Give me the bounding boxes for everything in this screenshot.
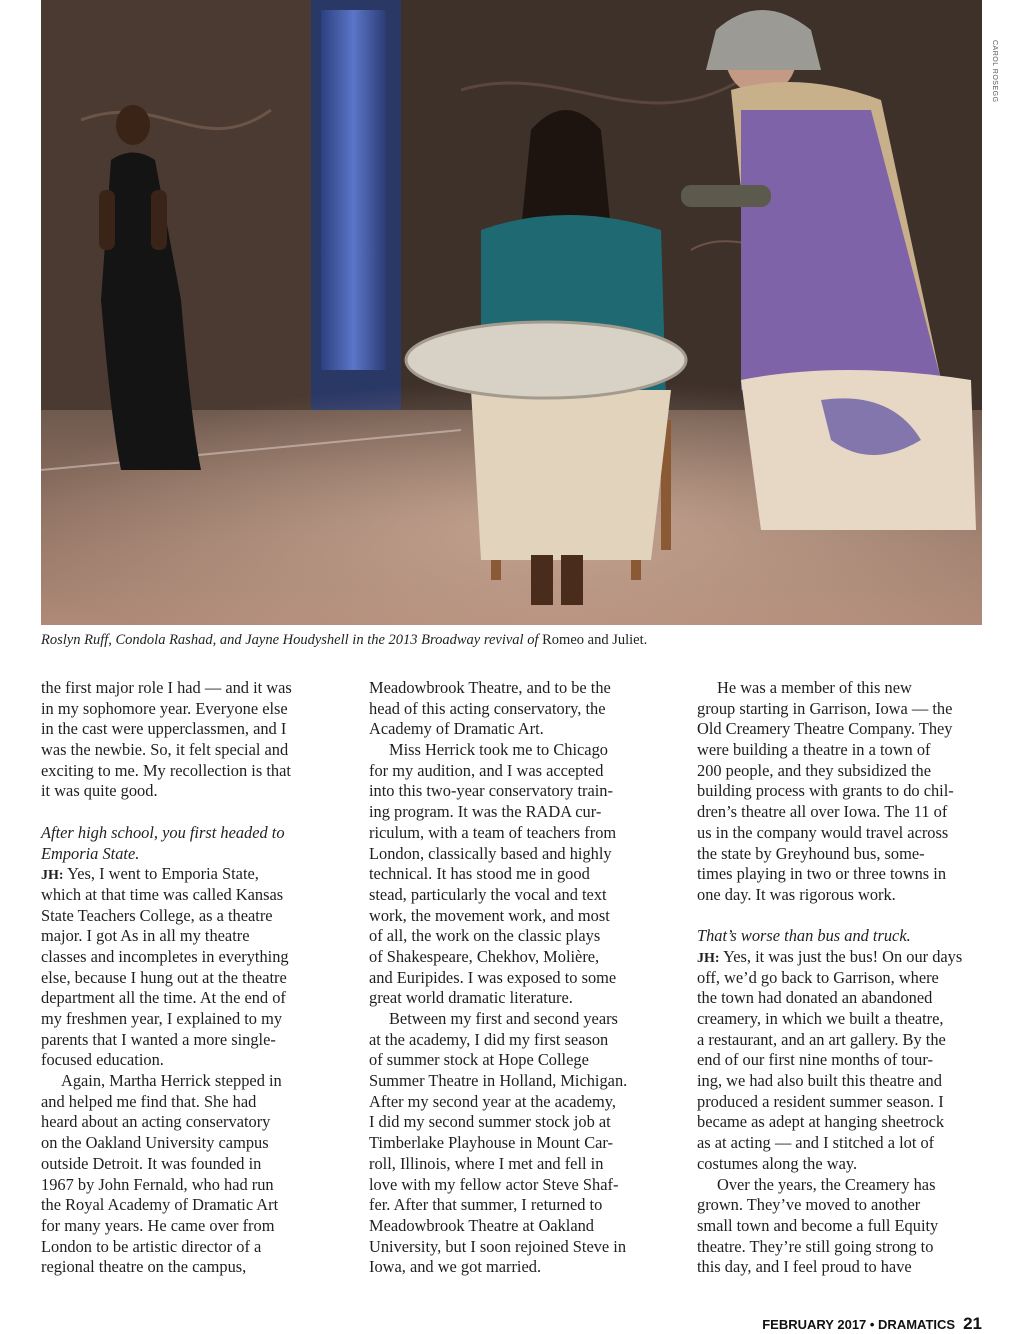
text-line: and Euripides. I was exposed to some	[369, 967, 617, 987]
text-line: Old Creamery Theatre Company. They	[697, 719, 953, 739]
paragraph-gap	[697, 906, 987, 927]
text-line: department all the time. At the end of	[41, 988, 286, 1008]
text-line: on the Oakland University campus	[41, 1133, 269, 1153]
text-line: became as adept at hanging sheetrock	[697, 1112, 945, 1132]
text-line: the Royal Academy of Dramatic Art	[41, 1195, 279, 1215]
text-line: 200 people, and they subsidized the	[697, 760, 931, 780]
text-line: major. I got As in all my theatre	[41, 926, 250, 946]
text-line: for many years. He came over from	[41, 1215, 275, 1235]
text-line: exciting to me. My recollection is that	[41, 760, 291, 780]
text-line: regional theatre on the campus,	[41, 1257, 247, 1277]
text-line: at the academy, I did my first season	[369, 1029, 609, 1049]
text-line: costumes along the way.	[697, 1153, 858, 1173]
text-line: grown. They’ve moved to another	[697, 1195, 921, 1215]
text-line: parents that I wanted a more single-	[41, 1029, 276, 1049]
interview-question: That’s worse than bus and truck.	[697, 926, 911, 946]
text-line: us in the company would travel across	[697, 822, 949, 842]
text-line: outside Detroit. It was founded in	[41, 1153, 262, 1173]
text-line: London to be artistic director of a	[41, 1236, 262, 1256]
text-line: Meadowbrook Theatre, and to be the	[369, 678, 611, 697]
page-footer	[762, 1314, 982, 1334]
text-line: technical. It has stood me in good	[369, 864, 590, 884]
text-line: small town and become a full Equity	[697, 1215, 939, 1235]
text-line: times playing in two or three towns in	[697, 864, 947, 884]
text-line: a restaurant, and an art gallery. By the	[697, 1029, 946, 1049]
text-line: one day. It was rigorous work.	[697, 884, 896, 904]
text-line: of Shakespeare, Chekhov, Molière,	[369, 946, 600, 966]
stage-photo	[41, 0, 982, 625]
text-line: Again, Martha Herrick stepped in	[61, 1071, 282, 1091]
text-line: After my second year at the academy,	[369, 1091, 616, 1111]
text-line: was the newbie. So, it felt special and	[41, 740, 289, 760]
interview-question: Emporia State.	[41, 843, 140, 863]
text-line: into this two-year conservatory train-	[369, 781, 613, 801]
article-column-1	[41, 678, 331, 1278]
text-line: work, the movement work, and most	[369, 905, 610, 925]
text-line: this day, and I feel proud to have	[697, 1257, 912, 1277]
paragraph-gap	[41, 802, 331, 823]
text-line: group starting in Garrison, Iowa — the	[697, 698, 953, 718]
caption-text: Roslyn Ruff, Condola Rashad, and Jayne Houdyshell in the 2013 Broadway revival of	[41, 632, 539, 648]
text-line: classes and incompletes in everything	[41, 946, 289, 966]
text-line: creamery, in which we built a theatre,	[697, 1009, 944, 1028]
text-line: dren’s theatre all over Iowa. The 11 of	[697, 802, 948, 822]
text-line: Miss Herrick took me to Chicago	[389, 740, 608, 760]
text-line: focused education.	[41, 1050, 164, 1070]
footer-label: FEBRUARY 2017 • DRAMATICS	[762, 1317, 956, 1332]
text-line: were building a theatre in a town of	[697, 740, 931, 760]
answer-text: Yes, it was just the bus! On our days	[723, 946, 963, 966]
text-line: else, because I hung out at the theatre	[41, 967, 287, 987]
text-line: the state by Greyhound bus, some-	[697, 843, 925, 863]
text-line: produced a resident summer season. I	[697, 1091, 944, 1111]
text-line: of all, the work on the classic plays	[369, 926, 601, 946]
text-line: love with my fellow actor Steve Shaf-	[369, 1174, 619, 1194]
text-line: Over the years, the Creamery has	[717, 1174, 936, 1194]
answer-first-line	[697, 947, 987, 968]
text-line: the town had donated an abandoned	[697, 988, 933, 1008]
speaker-label: JH:	[697, 950, 720, 966]
article-column-2	[369, 678, 659, 1278]
text-line: my freshmen year, I explained to my	[41, 1009, 283, 1028]
speaker-label: JH:	[41, 868, 64, 884]
text-line: of summer stock at Hope College	[369, 1050, 589, 1070]
text-line: for my audition, and I was accepted	[369, 760, 604, 780]
text-line: riculum, with a team of teachers from	[369, 822, 617, 842]
text-line: it was quite good.	[41, 781, 158, 801]
photo-credit: CAROL ROSEGG	[991, 40, 998, 103]
text-line: stead, particularly the vocal and text	[369, 884, 607, 904]
text-line: Iowa, and we got married.	[369, 1257, 542, 1277]
text-line: in my sophomore year. Everyone else	[41, 698, 288, 718]
text-line: Academy of Dramatic Art.	[369, 719, 544, 739]
photo-caption	[41, 632, 981, 649]
stage-photo-illustration	[41, 0, 982, 625]
page-number: 21	[963, 1314, 982, 1333]
text-line: roll, Illinois, where I met and fell in	[369, 1153, 604, 1173]
text-line: off, we’d go back to Garrison, where	[697, 967, 939, 987]
text-line: theatre. They’re still going strong to	[697, 1236, 934, 1256]
text-line: building process with grants to do chil-	[697, 781, 954, 801]
text-line: He was a member of this new	[717, 678, 912, 697]
text-line: I did my second summer stock job at	[369, 1112, 611, 1132]
text-line: fer. After that summer, I returned to	[369, 1195, 603, 1215]
text-line: 1967 by John Fernald, who had run	[41, 1174, 274, 1194]
caption-title: Romeo and Juliet.	[542, 632, 648, 648]
text-line: the first major role I had — and it was	[41, 678, 292, 697]
text-line: ing program. It was the RADA cur-	[369, 802, 602, 822]
text-line: Between my first and second years	[389, 1009, 618, 1028]
text-line: as at acting — and I stitched a lot of	[697, 1133, 935, 1153]
text-line: head of this acting conservatory, the	[369, 698, 606, 718]
text-line: Timberlake Playhouse in Mount Car-	[369, 1133, 613, 1153]
article-column-3	[697, 678, 987, 1278]
answer-text: Yes, I went to Emporia State,	[67, 864, 259, 884]
text-line: and helped me find that. She had	[41, 1091, 257, 1111]
text-line: end of our first nine months of tour-	[697, 1050, 933, 1070]
text-line: London, classically based and highly	[369, 843, 612, 863]
text-line: State Teachers College, as a theatre	[41, 905, 273, 925]
answer-first-line	[41, 864, 331, 885]
text-line: Summer Theatre in Holland, Michigan.	[369, 1071, 628, 1091]
text-line: University, but I soon rejoined Steve in	[369, 1236, 627, 1256]
text-line: which at that time was called Kansas	[41, 884, 284, 904]
text-line: in the cast were upperclassmen, and I	[41, 719, 287, 739]
interview-question: After high school, you first headed to	[41, 822, 285, 842]
text-line: great world dramatic literature.	[369, 988, 573, 1008]
text-line: heard about an acting conservatory	[41, 1112, 271, 1132]
text-line: ing, we had also built this theatre and	[697, 1071, 942, 1091]
text-line: Meadowbrook Theatre at Oakland	[369, 1215, 594, 1235]
